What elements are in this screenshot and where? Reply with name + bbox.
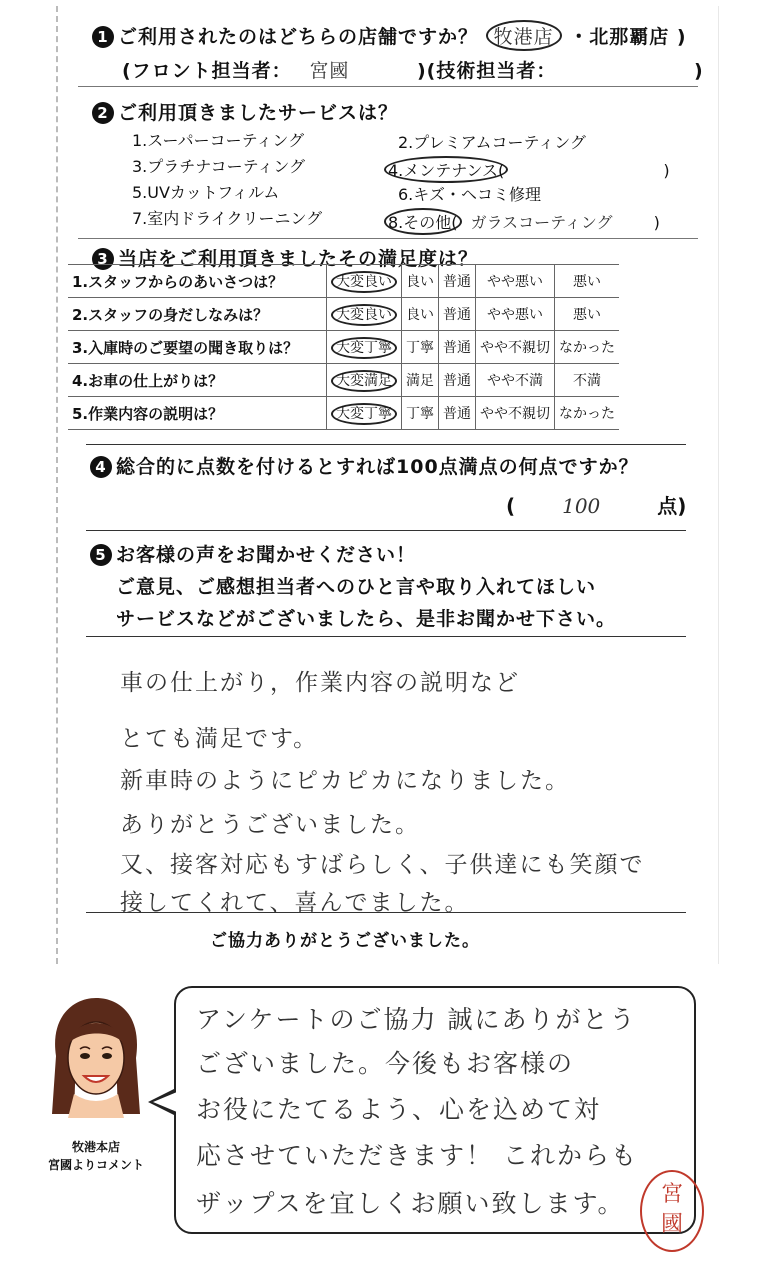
service-close-paren: ) [663, 161, 670, 180]
comment-line: 又、接客対応もすばらしく、子供達にも笑顔で [120, 852, 645, 878]
service-item: 5.UVカットフィルム [132, 183, 280, 202]
option-selected: 大変丁寧 [327, 397, 402, 430]
satisfaction-table [68, 264, 619, 430]
divider [86, 636, 686, 637]
comment-line: ありがとうございました。 [120, 812, 420, 838]
option-selected: 大変良い [327, 298, 402, 331]
table-row [68, 298, 619, 331]
score-unit: 点) [657, 494, 687, 518]
question-1 [92, 20, 687, 51]
table-row [68, 265, 619, 298]
question-4-number: 4 [90, 456, 112, 478]
question-2-number: 2 [92, 102, 114, 124]
table-row [68, 397, 619, 430]
option-selected: 大変良い [327, 265, 402, 298]
option: 普通 [439, 298, 476, 331]
option: 良い [402, 298, 439, 331]
staff-message-line: 応させていただきます！ これからも [196, 1141, 638, 1170]
selection-circle: 8.その他( [384, 208, 462, 235]
option: 満足 [402, 364, 439, 397]
question-1-number: 1 [92, 26, 114, 48]
thanks-text: ご協力ありがとうございました。 [210, 931, 480, 951]
staff-avatar [44, 996, 148, 1118]
service-item-selected [384, 156, 670, 183]
service-item: 7.室内ドライクリーニング [132, 209, 323, 228]
comment-line: とても満足です。 [120, 726, 319, 752]
row-label: 3.入庫時のご要望の聞き取りは？ [68, 331, 327, 364]
store-selected: 牧港店 [486, 20, 562, 51]
divider [86, 912, 686, 913]
option-selected: 大変丁寧 [327, 331, 402, 364]
service-close-paren: ) [653, 213, 660, 232]
table-row [68, 331, 619, 364]
question-5-line3: サービスなどがございましたら、是非お聞かせ下さい。 [116, 608, 617, 630]
question-2-text: ご利用頂きましたサービスは？ [118, 102, 399, 124]
option: 普通 [439, 265, 476, 298]
option: なかった [555, 397, 620, 430]
option: 普通 [439, 397, 476, 430]
option: やや不親切 [476, 331, 555, 364]
store-other: ・北那覇店 ) [569, 26, 687, 48]
selection-circle: 4.メンテナンス( [384, 156, 508, 183]
option: やや不親切 [476, 397, 555, 430]
service-item: 6.キズ・ヘコミ修理 [398, 185, 541, 204]
stamp-text: 宮國 [660, 1182, 683, 1237]
option-selected: 大変満足 [327, 364, 402, 397]
staff-message-line: お役にたてるよう、心を込めて対 [196, 1095, 602, 1124]
option: やや悪い [476, 298, 555, 331]
question-5-line2: ご意見、ご感想担当者へのひと言や取り入れてほしい [116, 576, 597, 598]
row-label: 4.お車の仕上がりは？ [68, 364, 327, 397]
table-row [68, 364, 619, 397]
question-3-text: 当店をご利用頂きましたその満足度は？ [118, 248, 479, 270]
question-5-number: 5 [90, 544, 112, 566]
question-4 [90, 452, 639, 479]
option: 悪い [555, 265, 620, 298]
row-label: 1.スタッフからのあいさつは？ [68, 265, 327, 298]
option: やや悪い [476, 265, 555, 298]
staff-message-line: アンケートのご協力 誠にありがとう [196, 1005, 637, 1034]
score-open: ( [506, 494, 516, 518]
staff-label-line1: 牧港本店 [71, 1140, 120, 1154]
tech-staff-label: )(技術担当者： [416, 60, 557, 82]
option: 丁寧 [402, 331, 439, 364]
name-stamp [640, 1170, 704, 1252]
divider [78, 238, 698, 239]
option: 丁寧 [402, 397, 439, 430]
score-value: 100 [562, 494, 601, 518]
option: やや不満 [476, 364, 555, 397]
avatar-illustration [44, 996, 148, 1118]
service-item: 3.プラチナコーティング [132, 157, 306, 176]
option: 普通 [439, 364, 476, 397]
comment-line: 車の仕上がり，作業内容の説明など [120, 670, 520, 696]
service-item: 2.プレミアムコーティング [398, 133, 586, 152]
divider [78, 86, 698, 87]
question-1-text: ご利用されたのはどちらの店舗ですか？ [118, 26, 479, 48]
front-staff-value: 宮國 [309, 60, 350, 82]
option: なかった [555, 331, 620, 364]
row-label: 5.作業内容の説明は？ [68, 397, 327, 430]
comment-line: 接してくれて、喜んでました。 [120, 890, 470, 916]
speech-bubble-tail-inner [153, 1092, 177, 1112]
staff-in-charge [122, 56, 704, 83]
service-other-value: ガラスコーティング [470, 213, 613, 232]
tech-staff-value: ) [693, 60, 704, 82]
comment-line: 新車時のようにピカピカになりました。 [120, 768, 570, 794]
question-3-number: 3 [92, 248, 114, 270]
service-item-selected [384, 208, 660, 235]
staff-label-line2: 宮國よりコメント [47, 1158, 144, 1172]
front-staff-label: (フロント担当者： [122, 60, 292, 82]
option: 不満 [555, 364, 620, 397]
service-item: 1.スーパーコーティング [132, 131, 305, 150]
staff-message-line: ザップスを宜しくお願い致します。 [196, 1189, 625, 1218]
staff-message-line: ございました。今後もお客様の [196, 1049, 575, 1078]
option: 普通 [439, 331, 476, 364]
row-label: 2.スタッフの身だしなみは？ [68, 298, 327, 331]
score [506, 490, 686, 519]
question-2 [92, 98, 398, 125]
option: 悪い [555, 298, 620, 331]
question-5 [90, 540, 416, 567]
option: 良い [402, 265, 439, 298]
question-4-text: 総合的に点数を付けるとすれば100点満点の何点ですか？ [116, 456, 639, 478]
divider [86, 444, 686, 445]
question-5-line1: お客様の声をお聞かせください！ [116, 544, 417, 566]
divider [86, 530, 686, 531]
